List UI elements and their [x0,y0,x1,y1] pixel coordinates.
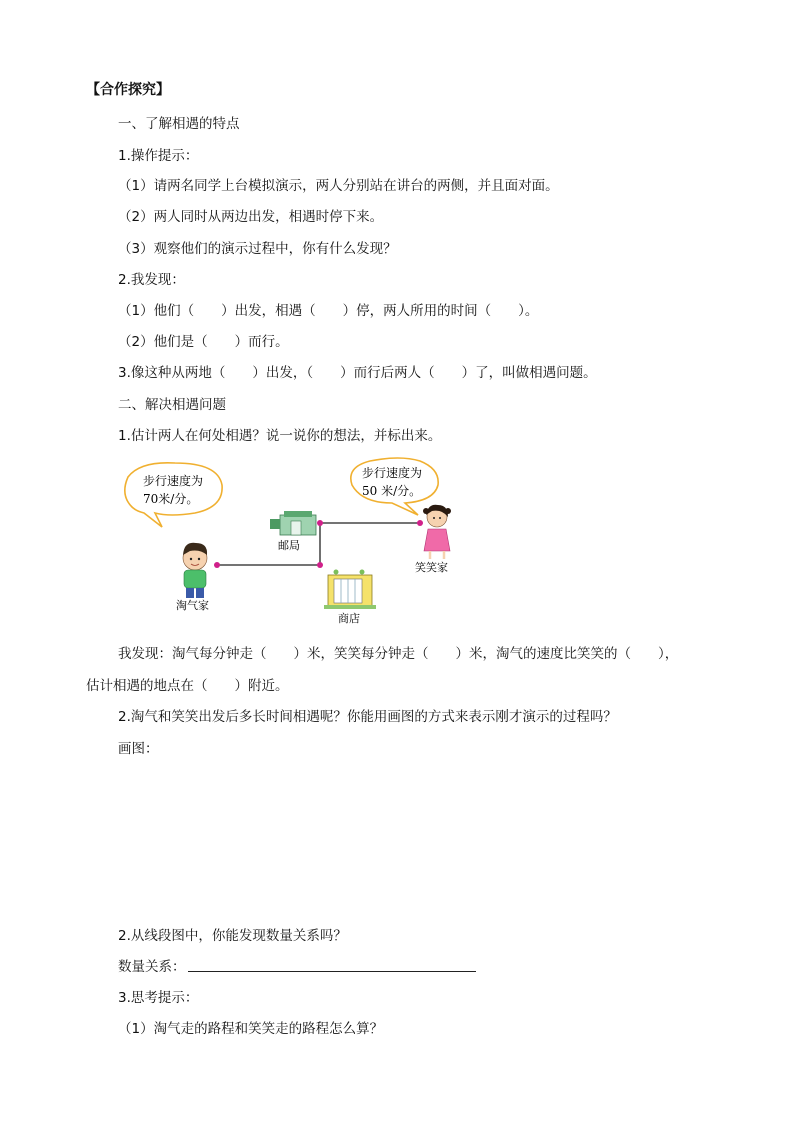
question-2: 2.淘气和笑笑出发后多长时间相遇呢？你能用画图的方式来表示刚才演示的过程吗？ [118,709,617,725]
boy-taoqi-icon [183,543,207,598]
part2-heading: 二、解决相遇问题 [118,397,226,413]
hint-1: （1）请两名同学上台模拟演示，两人分别站在讲台的两侧，并且面对面。 [118,178,559,194]
question-3: 2.从线段图中，你能发现数量关系吗？ [118,928,347,944]
think-title: 3.思考提示： [118,990,199,1006]
relation-answer-line[interactable] [188,971,476,972]
bubble-left-line2: 70米/分。 [143,492,199,506]
point-post-office-corner [317,520,323,526]
shop-icon [324,570,376,610]
speech-bubble-right [351,458,438,515]
hint-2: （2）两人同时从两边出发，相遇时停下来。 [118,209,384,225]
meeting-figure [100,455,500,635]
point-xiaoxiao-home [417,520,423,526]
section-title: 【合作探究】 [86,82,170,98]
xiaoxiao-home-label: 笑笑家 [415,561,448,574]
find-line-2: 估计相遇的地点在（ ）附近。 [86,678,289,694]
bubble-right-line2: 50 米/分。 [362,484,422,498]
bubble-right-line1: 步行速度为 [362,466,423,480]
find-line-1: 我发现：淘气每分钟走（ ）米，笑笑每分钟走（ ）米，淘气的速度比笑笑的（ ）， [118,646,679,662]
draw-label: 画图： [118,741,159,757]
shop-label: 商店 [338,612,360,625]
hint-3: （3）观察他们的演示过程中，你有什么发现？ [118,241,397,257]
post-office-label: 邮局 [278,539,300,552]
think-1: （1）淘气走的路程和笑笑走的路程怎么算？ [118,1021,384,1037]
point-shop-corner [317,562,323,568]
point-taoqi-home [214,562,220,568]
discover-title: 2.我发现： [118,272,185,288]
bubble-left-line1: 步行速度为 [143,474,204,488]
part1-heading: 一、了解相遇的特点 [118,116,240,132]
discover-2: （2）他们是（ ）而行。 [118,334,289,350]
girl-xiaoxiao-icon [423,505,451,559]
meeting-summary: 3.像这种从两地（ ）出发，（ ）而行后两人（ ）了，叫做相遇问题。 [118,365,597,381]
speech-bubble-left [125,463,222,527]
hint-title: 1.操作提示： [118,148,199,164]
post-office-icon [270,511,316,535]
question-1: 1.估计两人在何处相遇？说一说你的想法，并标出来。 [118,428,442,444]
relation-label: 数量关系： [118,959,186,975]
road-path [217,523,420,565]
taoqi-home-label: 淘气家 [176,599,209,612]
discover-1: （1）他们（ ）出发，相遇（ ）停，两人所用的时间（ ）。 [118,303,539,319]
